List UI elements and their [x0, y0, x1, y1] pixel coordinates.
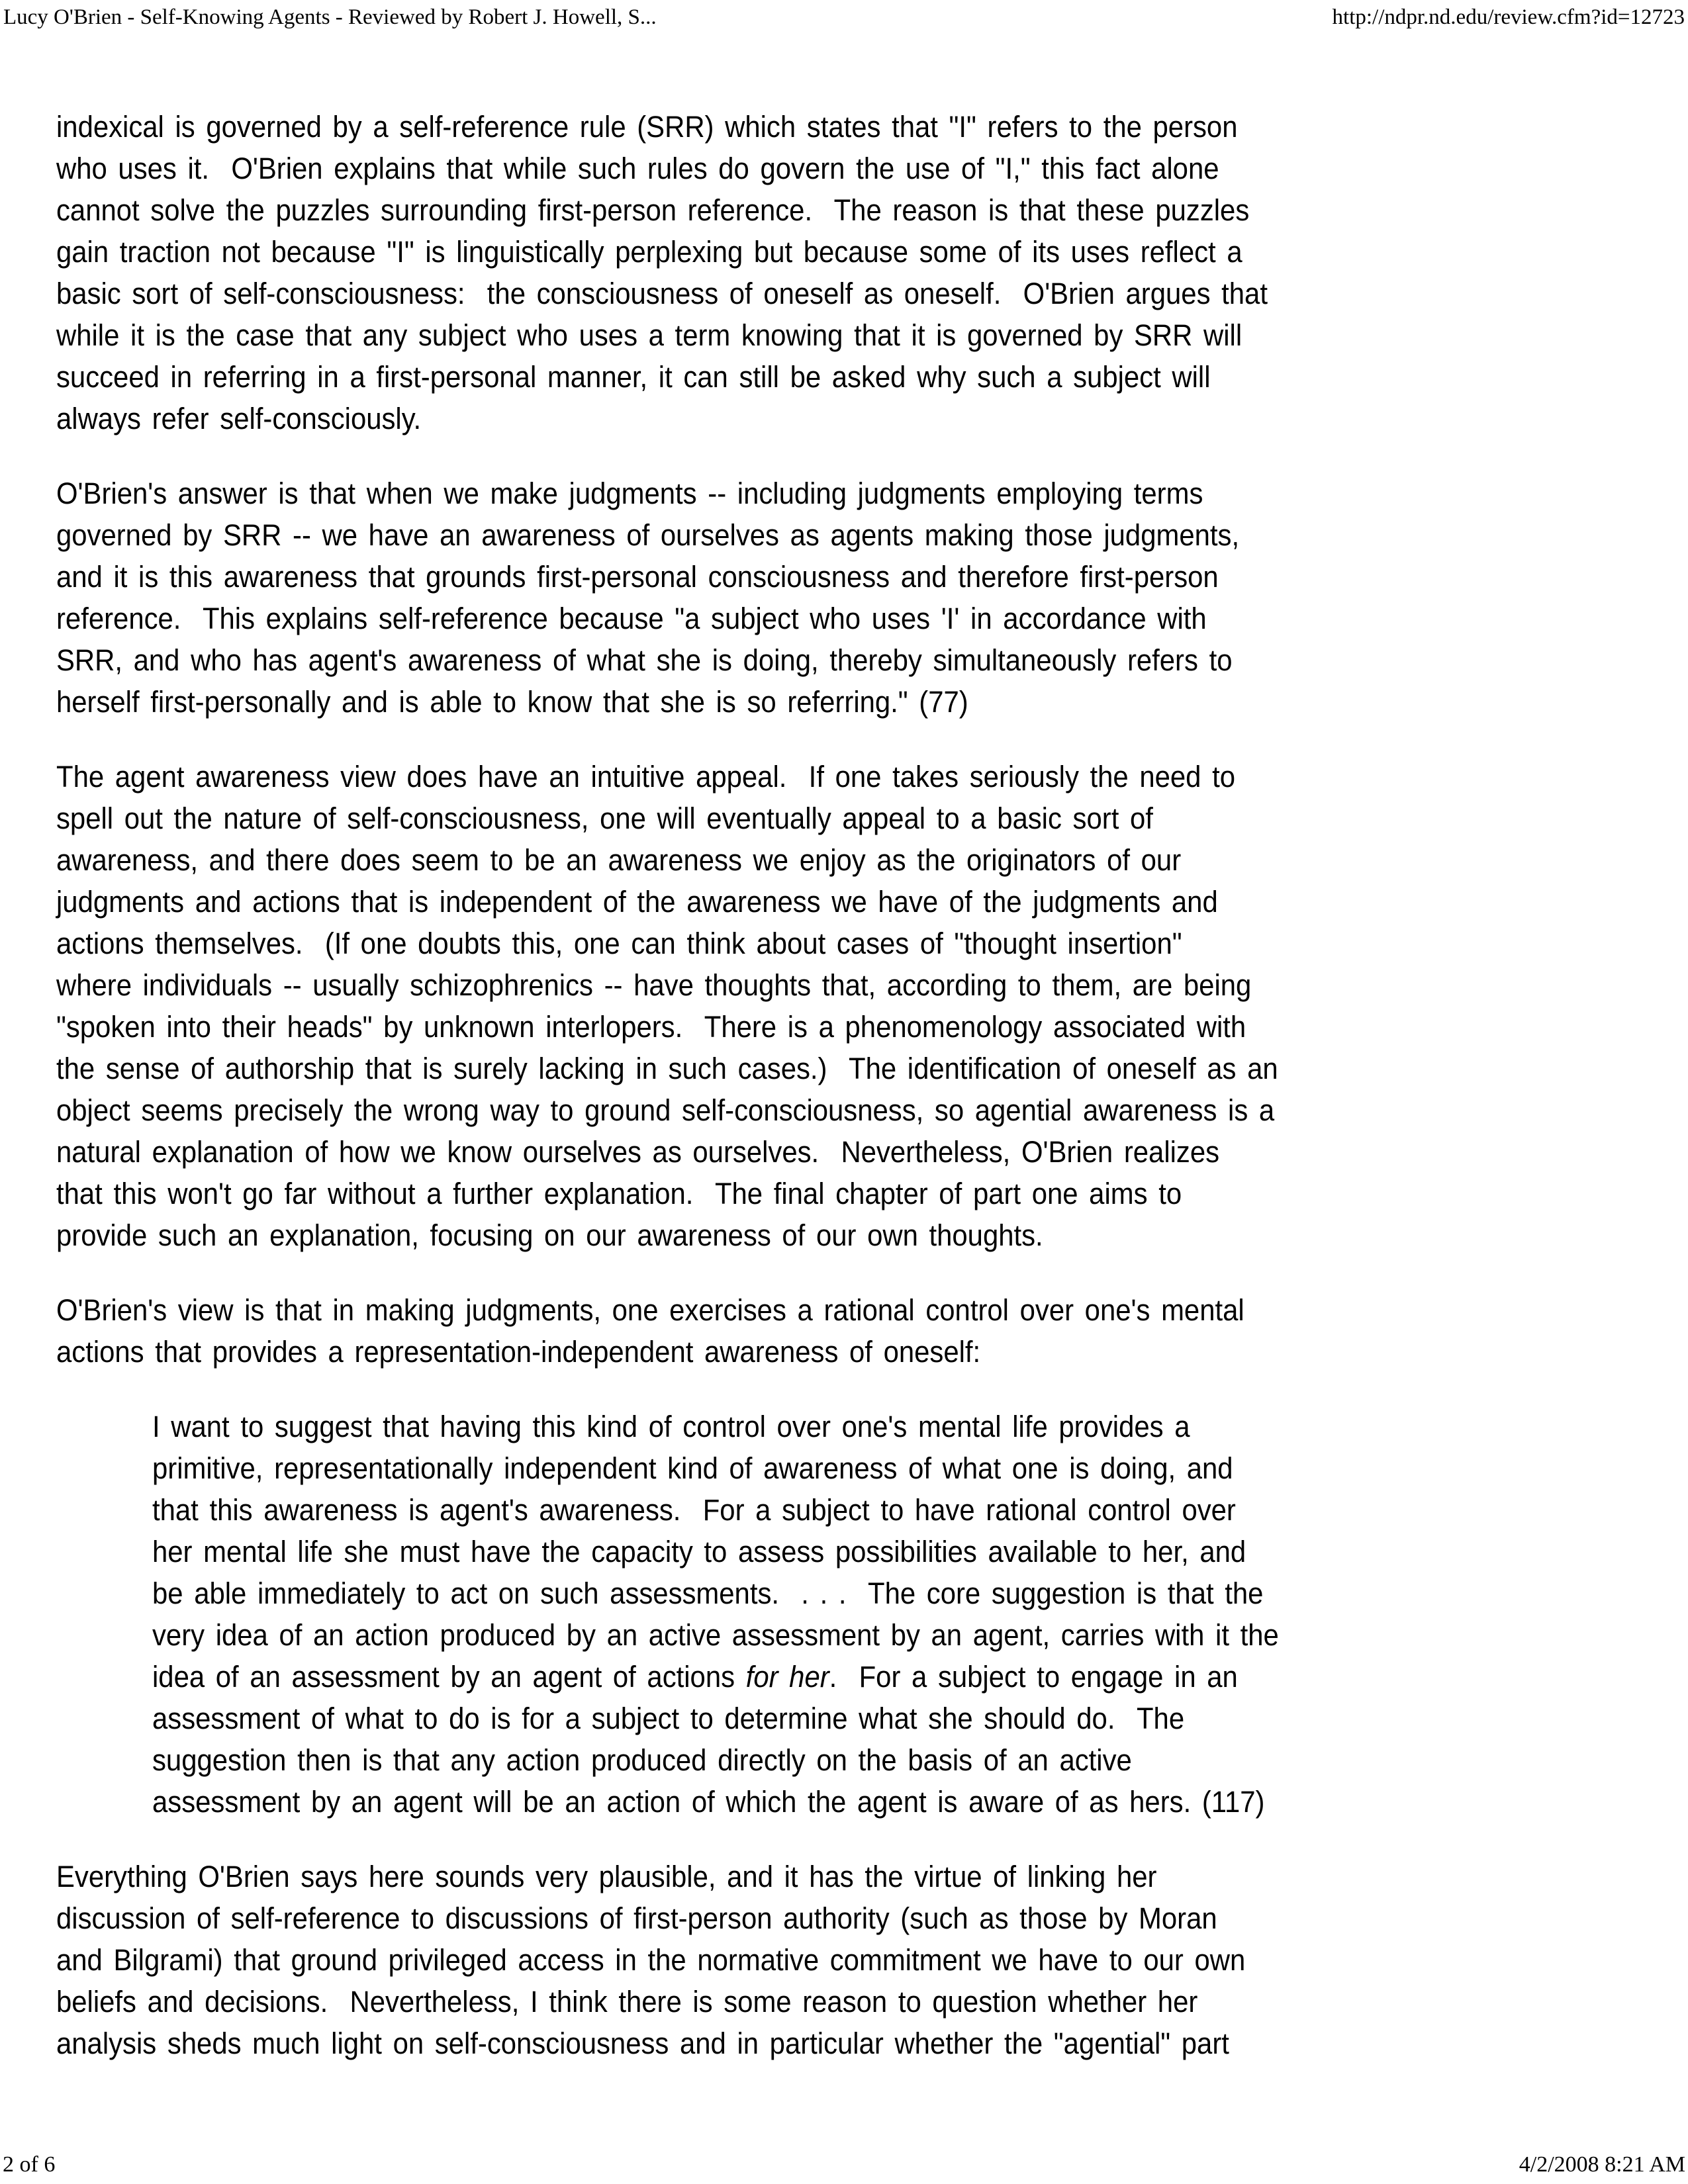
text-line — [152, 1406, 1421, 1447]
text-line — [152, 1781, 1421, 1823]
text-line — [56, 797, 1450, 839]
text-segment: Everything O'Brien says here sounds very plausible, and it has the virtue of linking her — [56, 1860, 1157, 1893]
text-segment: herself first-personally and is able to know that she is so referring." (77) — [56, 685, 968, 719]
text-segment: I want to suggest that having this kind of control over one's mental life provides a — [152, 1410, 1190, 1443]
text-segment: spell out the nature of self-consciousness, one will eventually appeal to a basic sort of — [56, 801, 1153, 835]
text-line — [56, 556, 1450, 598]
italic-text-segment: for her — [745, 1660, 829, 1694]
text-segment: actions that provides a representation-independent awareness of oneself: — [56, 1335, 981, 1369]
text-segment: that this won't go far without a further explanation. The final chapter of part one aims to — [56, 1177, 1182, 1210]
text-segment: and it is this awareness that grounds first-personal consciousness and therefore first-person — [56, 560, 1219, 594]
text-line — [56, 1006, 1450, 1048]
text-line — [56, 639, 1450, 681]
text-line — [56, 106, 1450, 148]
header-source-url: http://ndpr.nd.edu/review.cfm?id=12723 — [1332, 5, 1685, 29]
paragraph — [56, 756, 1556, 1256]
text-segment: O'Brien's view is that in making judgments, one exercises a rational control over one's mental — [56, 1293, 1244, 1327]
text-line — [56, 1131, 1450, 1173]
text-segment: basic sort of self-consciousness: the consciousness of oneself as oneself. O'Brien argues that — [56, 277, 1268, 310]
text-segment: who uses it. O'Brien explains that while such rules do govern the use of "I," this fact alone — [56, 152, 1219, 185]
header-document-title: Lucy O'Brien - Self-Knowing Agents - Reviewed by Robert J. Howell, S... — [3, 5, 657, 29]
text-segment: object seems precisely the wrong way to ground self-consciousness, so agential awareness is a — [56, 1093, 1275, 1127]
text-line — [56, 1089, 1450, 1131]
paragraph — [56, 473, 1556, 723]
paragraph — [56, 1289, 1556, 1373]
text-line — [56, 756, 1450, 797]
document-body — [56, 106, 1556, 2097]
text-segment: while it is the case that any subject who uses a term knowing that it is governed by SRR will — [56, 318, 1243, 352]
text-line — [56, 681, 1450, 723]
text-segment: beliefs and decisions. Nevertheless, I think there is some reason to question whether her — [56, 1985, 1198, 2019]
paragraph — [56, 1856, 1556, 2064]
text-segment: idea of an assessment by an agent of actions — [152, 1660, 746, 1694]
text-segment: awareness, and there does seem to be an awareness we enjoy as the originators of our — [56, 843, 1182, 877]
text-line — [56, 964, 1450, 1006]
text-segment: the sense of authorship that is surely lacking in such cases.) The identification of oneself as an — [56, 1052, 1278, 1085]
paragraph — [56, 106, 1556, 439]
text-segment: reference. This explains self-reference because "a subject who uses 'I' in accordance with — [56, 602, 1207, 635]
text-segment: her mental life she must have the capacity to assess possibilities available to her, and — [152, 1535, 1246, 1569]
text-segment: primitive, representationally independent kind of awareness of what one is doing, and — [152, 1451, 1233, 1485]
block-quote — [152, 1406, 1516, 1823]
text-line — [56, 881, 1450, 923]
text-segment: assessment of what to do is for a subject to determine what she should do. The — [152, 1702, 1185, 1735]
text-line — [56, 1981, 1450, 2023]
text-segment: be able immediately to act on such assessments. . . . The core suggestion is that the — [152, 1576, 1264, 1610]
text-segment: "spoken into their heads" by unknown interlopers. There is a phenomenology associated with — [56, 1010, 1246, 1044]
text-line — [152, 1614, 1421, 1656]
text-line — [56, 398, 1450, 439]
text-segment: SRR, and who has agent's awareness of what she is doing, thereby simultaneously refers to — [56, 643, 1233, 677]
text-line — [56, 1331, 1450, 1373]
text-line — [56, 356, 1450, 398]
text-line — [56, 2023, 1450, 2064]
text-segment: natural explanation of how we know ourselves as ourselves. Nevertheless, O'Brien realizes — [56, 1135, 1220, 1169]
page-header — [3, 4, 1685, 30]
text-line — [56, 1173, 1450, 1214]
text-segment: that this awareness is agent's awareness. For a subject to have rational control over — [152, 1493, 1236, 1527]
text-line — [56, 273, 1450, 314]
text-segment: governed by SRR -- we have an awareness of ourselves as agents making those judgments, — [56, 518, 1240, 552]
text-segment: judgments and actions that is independent of the awareness we have of the judgments and — [56, 885, 1218, 919]
text-segment: where individuals -- usually schizophrenics -- have thoughts that, according to them, are being — [56, 968, 1252, 1002]
text-segment: The agent awareness view does have an intuitive appeal. If one takes seriously the need to — [56, 760, 1236, 794]
text-segment: analysis sheds much light on self-consciousness and in particular whether the "agential" part — [56, 2026, 1229, 2060]
page-number-indicator: 2 of 6 — [3, 2152, 56, 2177]
text-segment: cannot solve the puzzles surrounding first-person reference. The reason is that these puzzles — [56, 193, 1250, 227]
text-line — [56, 231, 1450, 273]
text-line — [56, 189, 1450, 231]
text-line — [56, 314, 1450, 356]
text-line — [152, 1739, 1421, 1781]
text-line — [56, 473, 1450, 514]
text-line — [56, 598, 1450, 639]
text-line — [56, 1856, 1450, 1897]
text-line — [56, 1048, 1450, 1089]
text-line — [152, 1489, 1421, 1531]
text-line — [56, 148, 1450, 189]
text-segment: always refer self-consciously. — [56, 402, 422, 435]
text-line — [56, 1897, 1450, 1939]
text-segment: gain traction not because "I" is linguistically perplexing but because some of its uses reflect a — [56, 235, 1243, 269]
text-segment: O'Brien's answer is that when we make judgments -- including judgments employing terms — [56, 477, 1203, 510]
text-segment: very idea of an action produced by an active assessment by an agent, carries with it the — [152, 1618, 1279, 1652]
text-segment: provide such an explanation, focusing on our awareness of our own thoughts. — [56, 1218, 1043, 1252]
text-segment: . For a subject to engage in an — [829, 1660, 1238, 1694]
print-timestamp: 4/2/2008 8:21 AM — [1519, 2152, 1685, 2177]
text-segment: discussion of self-reference to discussions of first-person authority (such as those by Moran — [56, 1901, 1217, 1935]
text-line — [152, 1572, 1421, 1614]
text-line — [152, 1447, 1421, 1489]
text-segment: succeed in referring in a first-personal manner, it can still be asked why such a subject will — [56, 360, 1211, 394]
text-line — [152, 1531, 1421, 1572]
text-segment: assessment by an agent will be an action of which the agent is aware of as hers. (117) — [152, 1785, 1265, 1819]
text-segment: actions themselves. (If one doubts this, one can think about cases of "thought insertion" — [56, 927, 1182, 960]
text-line — [56, 923, 1450, 964]
page-footer — [3, 2151, 1685, 2179]
text-segment: indexical is governed by a self-reference rule (SRR) which states that "I" refers to the person — [56, 110, 1238, 144]
text-line — [56, 839, 1450, 881]
text-segment: suggestion then is that any action produced directly on the basis of an active — [152, 1743, 1132, 1777]
text-segment: and Bilgrami) that ground privileged access in the normative commitment we have to our own — [56, 1943, 1246, 1977]
text-line — [152, 1698, 1421, 1739]
text-line — [56, 1214, 1450, 1256]
text-line — [56, 1939, 1450, 1981]
text-line — [152, 1656, 1421, 1698]
text-line — [56, 1289, 1450, 1331]
text-line — [56, 514, 1450, 556]
